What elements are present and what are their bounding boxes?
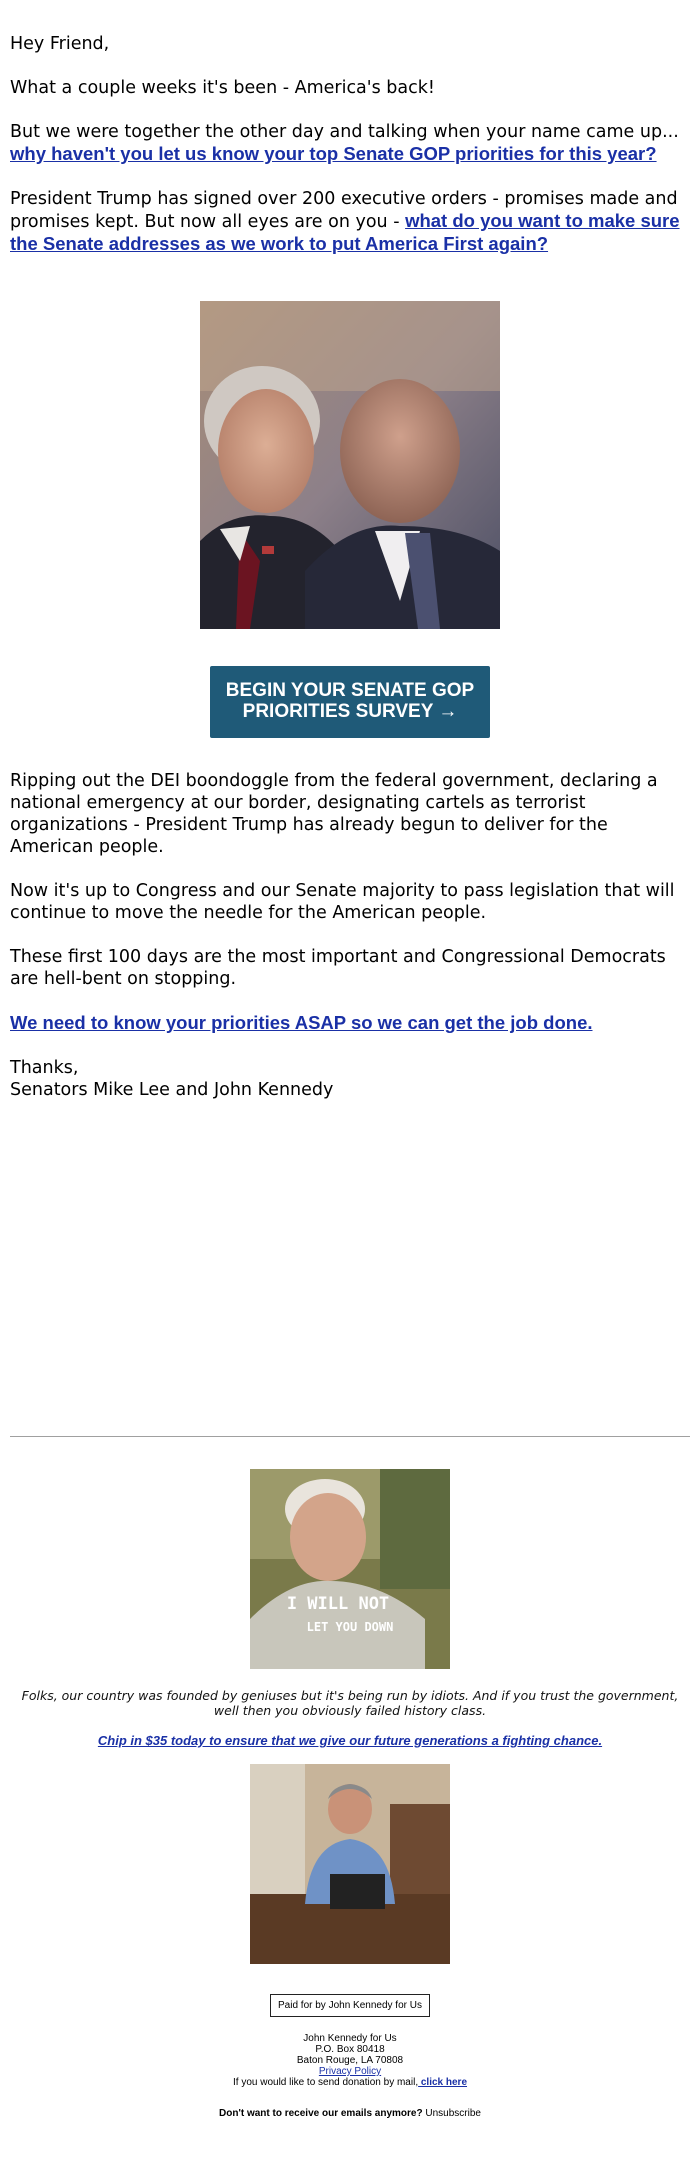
unsubscribe-link[interactable]: Unsubscribe [425,2108,481,2119]
mail-donation-text: If you would like to send donation by mail, [232,2077,419,2088]
chip-in-link[interactable]: Chip in $35 today to ensure that we give our future generations a fighting chance. [97,1733,603,1748]
meme-caption-line1: I WILL NOT [286,1594,390,1614]
senators-selfie-image [200,301,500,629]
paragraph-congress: Now it's up to Congress and our Senate majority to pass legislation that will continue to move the needle for the American people. [10,881,675,923]
unsubscribe-row [10,2108,690,2119]
mailing-address [10,2033,690,2088]
address-line2: P.O. Box 80418 [315,2044,385,2055]
paragraph-accomplishments: Ripping out the DEI boondoggle from the federal government, declaring a national emergency at our border, designating cartels as terrorist organizations - President Trump has already begun to deliver for the American people. [10,771,658,857]
paragraph-priorities-text: But we were together the other day and talking when your name came up... [10,122,679,142]
mail-donation-link[interactable]: click here [418,2077,468,2088]
senate-addresses-link[interactable]: what do you want to make sure the Senate addresses as we work to put America First again? [10,210,680,254]
address-line3: Baton Rouge, LA 70808 [296,2055,404,2066]
kennedy-quote: Folks, our country was founded by geniuses but it's being run by idiots. And if you trust the government, well then you obviously failed history class. [21,1688,679,1718]
kennedy-tablet-image [250,1764,450,1964]
paragraph-priorities [10,121,690,166]
signature: Senators Mike Lee and John Kennedy [10,1080,334,1100]
address-line1: John Kennedy for Us [303,2033,397,2044]
begin-survey-button[interactable]: BEGIN YOUR SENATE GOP PRIORITIES SURVEY → [210,666,490,738]
privacy-policy-link[interactable]: Privacy Policy [318,2066,382,2077]
paid-for-disclaimer: Paid for by John Kennedy for Us [270,1994,430,2017]
meme-caption-line2: LET YOU DOWN [306,1620,394,1634]
senators-selfie-photo[interactable] [200,301,500,629]
paragraph-executive-orders [10,188,690,256]
unsubscribe-prompt: Don't want to receive our emails anymore? [219,2108,423,2119]
kennedy-tablet-photo[interactable] [250,1764,450,1964]
kennedy-meme-photo[interactable] [250,1469,450,1669]
paragraph-100-days: These first 100 days are the most important and Congressional Democrats are hell-bent on stopping. [10,947,666,989]
signoff: Thanks, [10,1058,79,1078]
paragraph-intro: What a couple weeks it's been - America's back! [10,78,435,98]
priorities-asap-link[interactable]: We need to know your priorities ASAP so we can get the job done. [10,1012,593,1033]
kennedy-meme-image [250,1469,450,1669]
greeting: Hey Friend, [10,34,110,54]
paragraph-asap [10,1012,690,1035]
paragraph-executive-orders-text: President Trump has signed over 200 executive orders - promises made and promises kept. But now all eyes are on you - [10,189,678,232]
priorities-link[interactable]: why haven't you let us know your top Senate GOP priorities for this year? [10,143,657,164]
